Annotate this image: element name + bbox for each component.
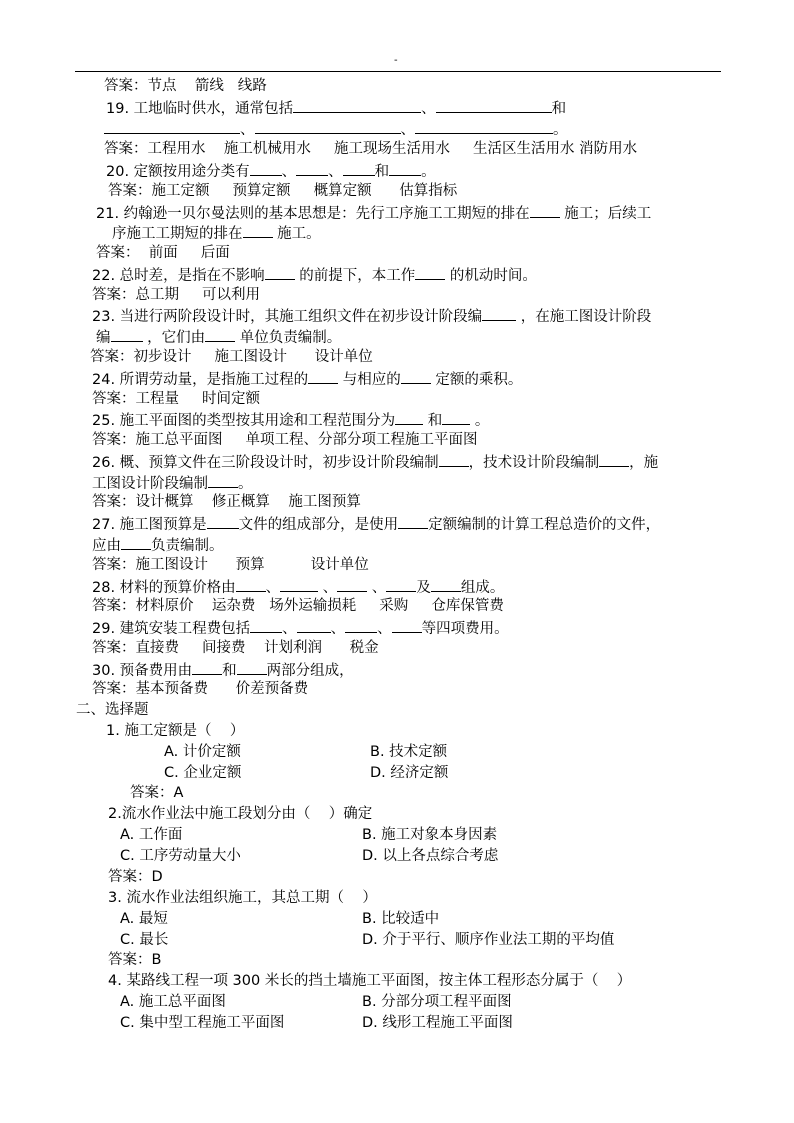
text-line: [92, 451, 658, 473]
line-text: D. 以上各点综合考虑: [362, 848, 499, 864]
text-line: [104, 118, 568, 140]
line-text: 负责编制。: [151, 538, 224, 554]
answer-blank: [207, 513, 239, 529]
line-text: 答案：初步设计 施工图设计 设计单位: [90, 349, 373, 365]
line-text: B. 比较适中: [362, 911, 440, 927]
header-rule: [75, 71, 721, 72]
line-text: 答案：施工定额 预算定额 概算定额 估算指标: [108, 183, 458, 199]
answer-blank: [345, 617, 377, 633]
line-text: 答案：施工总平面图 单项工程、分部分项工程施工平面图: [92, 432, 478, 448]
line-text: 编: [96, 330, 111, 346]
line-text: 、: [330, 621, 346, 637]
line-text: 和: [374, 164, 390, 180]
line-text: C. 工序劳动量大小: [120, 848, 241, 864]
answer-blank: [250, 160, 282, 176]
line-text: 答案：材料原价 运杂费 场外运输损耗 采购 仓库保管费: [92, 598, 504, 614]
text-line: [92, 368, 522, 390]
answer-blank: [337, 576, 367, 592]
text-line: [362, 992, 512, 1012]
answer-blank: [386, 576, 416, 592]
text-line: [104, 139, 637, 159]
line-text: 27. 施工图预算是: [92, 517, 207, 533]
text-line: [106, 160, 436, 182]
answer-blank: [395, 409, 423, 425]
text-line: [92, 305, 651, 327]
line-text: 19. 工地临时供水，通常包括: [106, 101, 294, 117]
line-text: A. 计价定额: [164, 744, 241, 760]
text-line: [92, 264, 537, 286]
line-text: 答案： 前面 后面: [96, 245, 230, 261]
line-text: 23. 当进行两阶段设计时，其施工组织文件在初步设计阶段编: [92, 309, 483, 325]
line-text: 、: [281, 164, 297, 180]
line-text: ，技术设计阶段编制: [468, 455, 600, 471]
answer-blank: [205, 326, 235, 342]
line-text: 答案：总工期 可以利用: [92, 287, 261, 303]
text-line: [106, 721, 244, 741]
line-text: 、: [377, 621, 392, 637]
text-line: [362, 909, 439, 929]
line-text: 答案：工程量 时间定额: [92, 391, 261, 407]
line-text: 施工。: [272, 226, 321, 242]
line-text: 与相应的: [338, 372, 401, 388]
answer-blank: [237, 659, 267, 675]
line-text: 文件的组成部分，是使用: [238, 517, 399, 533]
text-line: [92, 534, 224, 556]
line-text: D. 线形工程施工平面图: [362, 1015, 513, 1031]
text-line: [120, 930, 168, 950]
line-text: 。: [421, 164, 436, 180]
line-text: ，施: [629, 455, 659, 471]
text-line: [92, 659, 354, 681]
line-text: 的机动时间。: [445, 268, 537, 284]
text-line: [120, 992, 226, 1012]
line-text: B. 技术定额: [370, 744, 448, 760]
text-line: [362, 930, 614, 950]
text-line: [76, 700, 149, 720]
line-text: 的前提下，本工作: [294, 268, 416, 284]
line-text: 30. 预备费用由: [92, 663, 193, 679]
text-line: [92, 617, 509, 639]
line-text: ，在施工图设计阶段: [516, 309, 652, 325]
text-line: [92, 596, 504, 616]
line-text: 、: [240, 122, 255, 138]
text-line: [92, 285, 260, 305]
line-text: 29. 建筑安装工程费包括: [92, 621, 251, 637]
line-text: 定额编制的计算工程总造价的文件，: [428, 517, 661, 533]
text-line: [106, 97, 566, 119]
answer-blank: [439, 451, 469, 467]
text-line: [96, 202, 651, 224]
line-text: 答案：节点 箭线 线路: [104, 78, 267, 94]
line-text: 答案：设计概算 修正概算 施工图预算: [92, 494, 361, 510]
line-text: 答案：A: [130, 785, 184, 801]
line-text: 26. 概、预算文件在三阶段设计时，初步设计阶段编制: [92, 455, 439, 471]
line-text: 两部分组成，: [266, 663, 354, 679]
line-text: 21. 约翰逊一贝尔曼法则的基本思想是：先行工序施工工期短的排在: [96, 206, 530, 222]
line-text: A. 最短: [120, 911, 168, 927]
line-text: A. 工作面: [120, 827, 183, 843]
answer-blank: [265, 264, 295, 280]
line-text: 应由: [92, 538, 121, 554]
answer-blank: [255, 118, 401, 134]
answer-blank: [442, 409, 470, 425]
line-text: 、: [318, 580, 338, 596]
answer-blank: [389, 160, 421, 176]
line-text: 。: [553, 122, 568, 138]
line-text: 、: [421, 101, 436, 117]
line-text: 答案：D: [108, 869, 163, 885]
text-line: [120, 846, 241, 866]
answer-blank: [297, 617, 331, 633]
answer-blank: [415, 118, 553, 134]
line-text: A. 施工总平面图: [120, 994, 226, 1010]
line-text: 序施工工期短的排在: [112, 226, 243, 242]
text-line: [92, 472, 253, 494]
line-text: 答案：直接费 间接费 计划利润 税金: [92, 640, 379, 656]
line-text: 。: [470, 413, 490, 429]
line-text: 、: [328, 164, 343, 180]
line-text: 答案：基本预备费 价差预备费: [92, 681, 309, 697]
answer-blank: [280, 576, 318, 592]
line-text: D. 经济定额: [370, 765, 449, 781]
line-text: 28. 材料的预算价格由: [92, 580, 236, 596]
answer-blank: [308, 368, 338, 384]
line-text: B. 施工对象本身因素: [362, 827, 498, 843]
text-line: [92, 492, 361, 512]
text-line: [164, 763, 241, 783]
text-line: [92, 430, 478, 450]
answer-blank: [236, 576, 266, 592]
line-text: 、: [367, 580, 387, 596]
answer-blank: [415, 264, 445, 280]
text-line: [92, 389, 260, 409]
text-line: [362, 1013, 513, 1033]
line-text: 等四项费用。: [421, 621, 509, 637]
line-text: 4. 某路线工程一项 300 米长的挡土墙施工平面图，按主体工程形态分属于（ ）: [108, 973, 632, 989]
answer-blank: [599, 451, 629, 467]
text-line: [120, 1013, 284, 1033]
line-text: 。: [238, 476, 253, 492]
text-line: [120, 825, 182, 845]
line-text: B. 分部分项工程平面图: [362, 994, 512, 1010]
line-text: 组成。: [460, 580, 505, 596]
answer-blank: [398, 513, 428, 529]
answer-blank: [208, 472, 238, 488]
line-text: 答案：施工图设计 预算 设计单位: [92, 557, 369, 573]
line-text: 和: [551, 101, 567, 117]
line-text: 25. 施工平面图的类型按其用途和工程范围分为: [92, 413, 396, 429]
text-line: [108, 888, 377, 908]
answer-blank: [296, 160, 328, 176]
line-text: 3. 流水作业法组织施工，其总工期（ ）: [108, 890, 377, 906]
text-line: [92, 409, 489, 431]
text-line: [108, 971, 631, 991]
line-text: 1. 施工定额是（ ）: [106, 723, 245, 739]
line-text: C. 集中型工程施工平面图: [120, 1015, 285, 1031]
line-text: 和: [222, 663, 237, 679]
text-line: [92, 576, 504, 598]
line-text: 24. 所谓劳动量，是指施工过程的: [92, 372, 309, 388]
line-text: 及: [416, 580, 431, 596]
text-line: [120, 909, 168, 929]
answer-blank: [436, 97, 552, 113]
line-text: 答案：B: [108, 952, 162, 968]
text-line: [370, 763, 448, 783]
line-text: 单位负责编制。: [235, 330, 342, 346]
answer-blank: [482, 305, 516, 321]
answer-blank: [343, 160, 375, 176]
answer-blank: [293, 97, 421, 113]
line-text: D. 介于平行、顺序作业法工期的平均值: [362, 932, 615, 948]
text-line: [104, 76, 267, 96]
line-text: 、: [400, 122, 415, 138]
text-line: [108, 181, 457, 201]
line-text: C. 企业定额: [164, 765, 242, 781]
answer-blank: [104, 118, 240, 134]
answer-blank: [392, 617, 422, 633]
text-line: [96, 243, 230, 263]
line-text: 施工；后续工: [559, 206, 652, 222]
text-line: [362, 846, 498, 866]
line-text: 20. 定额按用途分类有: [106, 164, 250, 180]
line-text: 22. 总时差，是指在不影响: [92, 268, 265, 284]
text-line: [92, 638, 379, 658]
text-line: [92, 679, 308, 699]
text-line: [92, 555, 369, 575]
line-text: 、: [282, 621, 297, 637]
answer-blank: [401, 368, 431, 384]
text-line: [108, 804, 372, 824]
line-text: 工图设计阶段编制: [92, 476, 208, 492]
answer-blank: [192, 659, 222, 675]
line-text: 和: [423, 413, 443, 429]
line-text: 答案：工程用水 施工机械用水 施工现场生活用水 生活区生活用水 消防用水: [104, 141, 638, 157]
line-text: 定额的乘积。: [430, 372, 523, 388]
line-text: 二、选择题: [76, 702, 149, 718]
answer-blank: [250, 617, 282, 633]
line-text: ，它们由: [142, 330, 206, 346]
text-line: [370, 742, 447, 762]
answer-blank: [243, 222, 273, 238]
answer-blank: [111, 326, 143, 342]
answer-blank: [530, 202, 560, 218]
header-mark: -: [394, 55, 398, 66]
text-line: [112, 222, 321, 244]
text-line: [362, 825, 497, 845]
line-text: 2.流水作业法中施工段划分由（ ）确定: [108, 806, 373, 822]
line-text: 、: [265, 580, 281, 596]
line-text: C. 最长: [120, 932, 169, 948]
text-line: [96, 326, 341, 348]
answer-blank: [431, 576, 461, 592]
text-line: [130, 783, 183, 803]
text-line: [108, 867, 163, 887]
text-line: [92, 513, 660, 535]
text-line: [90, 347, 373, 367]
answer-blank: [121, 534, 151, 550]
text-line: [108, 950, 161, 970]
text-line: [164, 742, 241, 762]
